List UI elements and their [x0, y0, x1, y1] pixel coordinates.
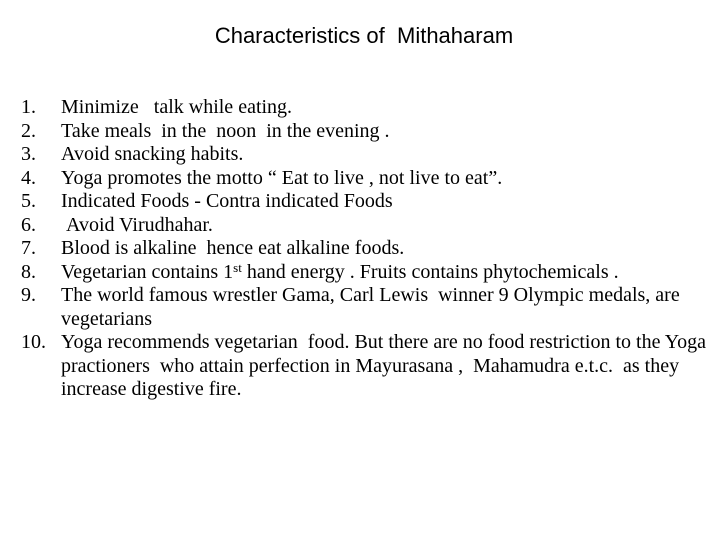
list-item-number: 2.	[21, 119, 36, 142]
list-item-text	[61, 261, 711, 285]
list-item-number: 3.	[21, 143, 36, 165]
list-item-text: Yoga promotes the motto “ Eat to live , not live to eat”.	[61, 166, 503, 189]
characteristics-list	[21, 96, 711, 402]
list-item-number: 7.	[21, 237, 36, 259]
list-item	[21, 167, 711, 191]
list-item-text: The world famous wrestler Gama, Carl Lewis winner 9 Olympic medals, are vegetarians	[61, 284, 685, 330]
list-item-text-part: hand energy . Fruits contains phytochemicals .	[241, 260, 619, 283]
list-item	[21, 143, 711, 167]
list-item-text-part: Vegetarian contains 1	[61, 260, 234, 283]
list-item	[21, 214, 711, 238]
list-item-number: 1.	[21, 96, 36, 118]
slide-title: Characteristics of Mithaharam	[214, 23, 514, 48]
list-item-text: Take meals in the noon in the evening .	[61, 119, 390, 142]
list-item	[21, 190, 711, 214]
list-item	[21, 331, 711, 402]
list-item-number: 9.	[21, 284, 36, 306]
list-item	[21, 284, 711, 331]
list-item	[21, 120, 711, 144]
list-item	[21, 261, 711, 285]
list-item-text: Blood is alkaline hence eat alkaline foods.	[61, 237, 405, 259]
list-item	[21, 96, 711, 120]
list-item-number: 6.	[21, 213, 36, 236]
list-item-number: 4.	[21, 166, 36, 189]
list-item-number: 8.	[21, 260, 36, 283]
list-item-text: Avoid Virudhahar.	[61, 213, 213, 236]
list-item-text: Indicated Foods - Contra indicated Foods	[61, 190, 393, 212]
list-item-number: 5.	[21, 190, 36, 212]
list-item-text: Yoga recommends vegetarian food. But there are no food restriction to the Yoga practioners who attain perfection in Mayurasana , Mahamudra e.t.c. as they increase digestive fire.	[61, 331, 712, 400]
list-item	[21, 237, 711, 261]
ordinal-superscript: st	[233, 259, 242, 275]
list-item-text: Avoid snacking habits.	[61, 143, 244, 165]
list-item-number: 10.	[21, 331, 46, 353]
list-item-text: Minimize talk while eating.	[61, 96, 293, 118]
